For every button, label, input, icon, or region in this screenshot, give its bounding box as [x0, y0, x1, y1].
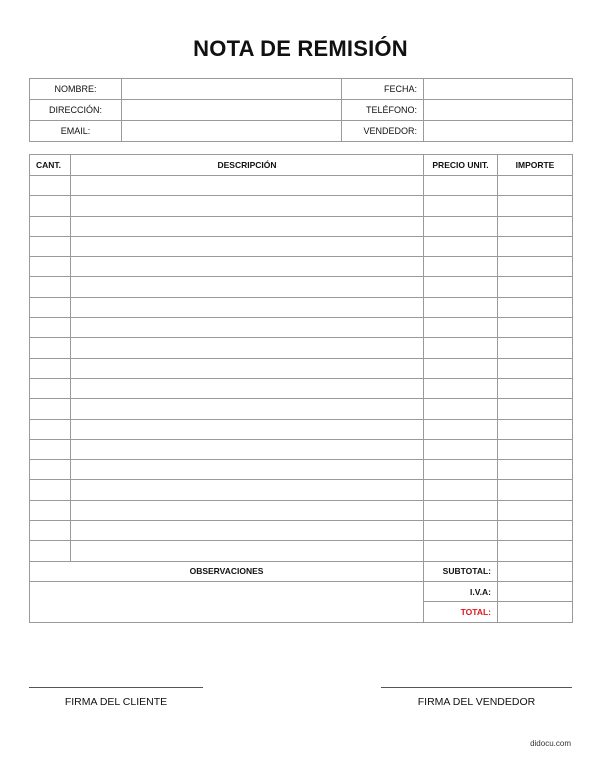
fecha-label: FECHA:: [342, 79, 424, 100]
document-title: NOTA DE REMISIÓN: [193, 36, 408, 61]
cant-cell[interactable]: [30, 176, 71, 196]
importe-cell[interactable]: [498, 277, 573, 297]
descripcion-cell[interactable]: [71, 399, 424, 419]
table-row: [30, 521, 573, 541]
descripcion-cell[interactable]: [71, 439, 424, 459]
descripcion-cell[interactable]: [71, 318, 424, 338]
client-signature-label: FIRMA DEL CLIENTE: [64, 696, 168, 708]
table-row: [30, 196, 573, 216]
importe-cell[interactable]: [498, 216, 573, 236]
precio-unit-cell[interactable]: [424, 236, 498, 256]
importe-cell[interactable]: [498, 460, 573, 480]
cant-cell[interactable]: [30, 521, 71, 541]
importe-cell[interactable]: [498, 480, 573, 500]
table-row: [30, 358, 573, 378]
table-row: [30, 216, 573, 236]
vendedor-label: VENDEDOR:: [342, 121, 424, 142]
descripcion-header: DESCRIPCIÓN: [71, 155, 424, 176]
importe-cell[interactable]: [498, 297, 573, 317]
direccion-label: DIRECCIÓN:: [30, 100, 122, 121]
precio-unit-cell[interactable]: [424, 521, 498, 541]
table-row: [30, 460, 573, 480]
precio-unit-cell[interactable]: [424, 439, 498, 459]
cant-cell[interactable]: [30, 541, 71, 561]
precio-unit-cell[interactable]: [424, 460, 498, 480]
subtotal-field[interactable]: [498, 561, 573, 581]
cant-cell[interactable]: [30, 297, 71, 317]
importe-cell[interactable]: [498, 521, 573, 541]
nombre-label: NOMBRE:: [30, 79, 122, 100]
table-row: [30, 439, 573, 459]
descripcion-cell[interactable]: [71, 480, 424, 500]
descripcion-cell[interactable]: [71, 236, 424, 256]
cant-cell[interactable]: [30, 277, 71, 297]
descripcion-cell[interactable]: [71, 541, 424, 561]
client-signature-line[interactable]: [29, 687, 203, 688]
importe-cell[interactable]: [498, 378, 573, 398]
importe-cell[interactable]: [498, 176, 573, 196]
vendedor-field[interactable]: [424, 121, 573, 142]
table-row: [30, 277, 573, 297]
precio-unit-cell[interactable]: [424, 541, 498, 561]
precio-unit-cell[interactable]: [424, 176, 498, 196]
fecha-field[interactable]: [424, 79, 573, 100]
importe-header: IMPORTE: [498, 155, 573, 176]
precio-unit-cell[interactable]: [424, 419, 498, 439]
table-row: [30, 378, 573, 398]
precio-unit-cell[interactable]: [424, 297, 498, 317]
descripcion-cell[interactable]: [71, 277, 424, 297]
items-table: [29, 154, 573, 623]
direccion-field[interactable]: [122, 100, 342, 121]
cant-cell[interactable]: [30, 439, 71, 459]
descripcion-cell[interactable]: [71, 419, 424, 439]
precio-unit-cell[interactable]: [424, 318, 498, 338]
importe-cell[interactable]: [498, 318, 573, 338]
importe-cell[interactable]: [498, 257, 573, 277]
precio-unit-cell[interactable]: [424, 358, 498, 378]
cant-cell[interactable]: [30, 500, 71, 520]
precio-unit-cell[interactable]: [424, 257, 498, 277]
cant-cell[interactable]: [30, 236, 71, 256]
telefono-field[interactable]: [424, 100, 573, 121]
subtotal-label: SUBTOTAL:: [424, 561, 498, 581]
descripcion-cell[interactable]: [71, 297, 424, 317]
table-row: [30, 236, 573, 256]
vendor-signature-line[interactable]: [381, 687, 572, 688]
cant-cell[interactable]: [30, 338, 71, 358]
cant-cell[interactable]: [30, 257, 71, 277]
importe-cell[interactable]: [498, 439, 573, 459]
cant-cell[interactable]: [30, 399, 71, 419]
descripcion-cell[interactable]: [71, 176, 424, 196]
table-row: [30, 338, 573, 358]
descripcion-cell[interactable]: [71, 257, 424, 277]
importe-cell[interactable]: [498, 500, 573, 520]
total-label: TOTAL:: [424, 602, 498, 622]
precio-unit-cell[interactable]: [424, 216, 498, 236]
email-field[interactable]: [122, 121, 342, 142]
nombre-field[interactable]: [122, 79, 342, 100]
precio-unit-cell[interactable]: [424, 277, 498, 297]
table-row: [30, 500, 573, 520]
importe-cell[interactable]: [498, 358, 573, 378]
table-row: [30, 176, 573, 196]
cant-cell[interactable]: [30, 216, 71, 236]
table-row: [30, 419, 573, 439]
precio-unit-header: PRECIO UNIT.: [424, 155, 498, 176]
descripcion-cell[interactable]: [71, 358, 424, 378]
table-row: [30, 297, 573, 317]
precio-unit-cell[interactable]: [424, 378, 498, 398]
observaciones-field[interactable]: [30, 581, 424, 622]
email-label: EMAIL:: [30, 121, 122, 142]
iva-label: I.V.A:: [424, 581, 498, 601]
precio-unit-cell[interactable]: [424, 399, 498, 419]
importe-cell[interactable]: [498, 419, 573, 439]
table-row: [30, 257, 573, 277]
client-info-table: [29, 78, 573, 142]
descripcion-cell[interactable]: [71, 460, 424, 480]
importe-cell[interactable]: [498, 196, 573, 216]
cant-cell[interactable]: [30, 358, 71, 378]
importe-cell[interactable]: [498, 399, 573, 419]
descripcion-cell[interactable]: [71, 216, 424, 236]
descripcion-cell[interactable]: [71, 196, 424, 216]
total-field[interactable]: [498, 602, 573, 622]
vendor-signature-label: FIRMA DEL VENDEDOR: [417, 696, 536, 708]
precio-unit-cell[interactable]: [424, 480, 498, 500]
importe-cell[interactable]: [498, 236, 573, 256]
precio-unit-cell[interactable]: [424, 338, 498, 358]
cant-cell[interactable]: [30, 318, 71, 338]
precio-unit-cell[interactable]: [424, 196, 498, 216]
descripcion-cell[interactable]: [71, 378, 424, 398]
cant-cell[interactable]: [30, 460, 71, 480]
cant-cell[interactable]: [30, 419, 71, 439]
importe-cell[interactable]: [498, 338, 573, 358]
descripcion-cell[interactable]: [71, 500, 424, 520]
cant-header: CANT.: [30, 155, 71, 176]
table-row: [30, 480, 573, 500]
descripcion-cell[interactable]: [71, 338, 424, 358]
cant-cell[interactable]: [30, 378, 71, 398]
footer-credit: didocu.com: [530, 739, 571, 748]
table-row: [30, 399, 573, 419]
descripcion-cell[interactable]: [71, 521, 424, 541]
importe-cell[interactable]: [498, 541, 573, 561]
cant-cell[interactable]: [30, 196, 71, 216]
precio-unit-cell[interactable]: [424, 500, 498, 520]
iva-field[interactable]: [498, 581, 573, 601]
observaciones-label: OBSERVACIONES: [30, 561, 424, 581]
table-row: [30, 318, 573, 338]
table-row: [30, 541, 573, 561]
cant-cell[interactable]: [30, 480, 71, 500]
telefono-label: TELÉFONO:: [342, 100, 424, 121]
